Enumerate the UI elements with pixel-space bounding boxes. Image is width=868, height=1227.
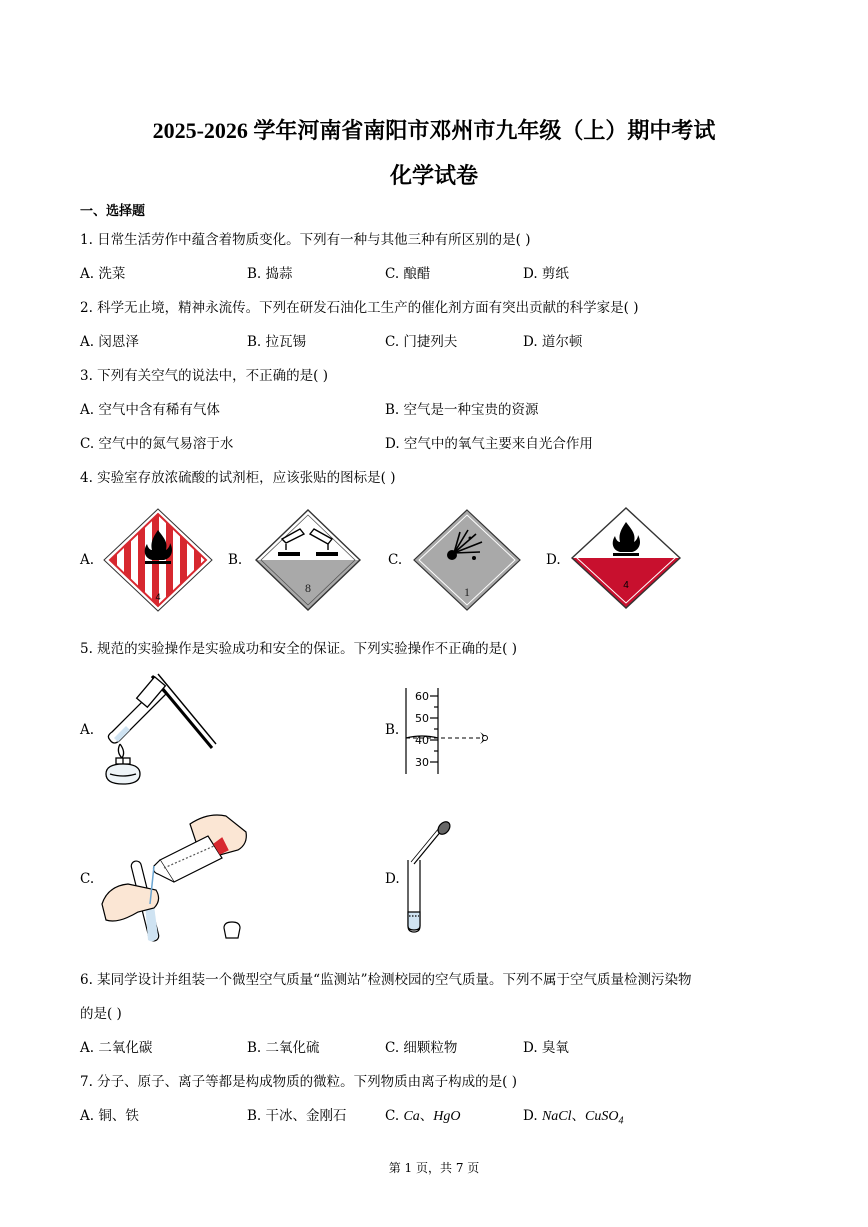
question-4-option-a: A. [80, 552, 95, 568]
question-1-stem: 1. 日常生活劳作中蕴含着物质变化。下列有一种与其他三种有所区别的是( ) [80, 232, 531, 248]
question-5-option-d: D. [385, 871, 400, 887]
question-2-option-d: D. 道尔顿 [523, 334, 583, 350]
cylinder-tick-50: 50 [415, 712, 429, 725]
heating-test-tube-figure [100, 668, 220, 792]
pouring-liquid-figure [98, 808, 254, 948]
question-4-option-b: B. [228, 552, 243, 568]
question-7-option-d: D. NaCl、CuSO$_4$ [523, 1108, 624, 1127]
dropper-test-tube-figure [400, 820, 460, 936]
sign-c-number: 1 [464, 585, 470, 599]
question-3-option-a: A. 空气中含有稀有气体 [80, 402, 220, 418]
question-5-option-b: B. [385, 722, 400, 738]
cylinder-tick-30: 30 [415, 756, 429, 769]
question-6-option-c: C. 细颗粒物 [385, 1040, 458, 1056]
page-footer: 第 1 页，共 7 页 [388, 1161, 480, 1175]
cylinder-tick-40: 40 [415, 734, 429, 747]
question-1-option-a: A. 洗菜 [80, 266, 126, 282]
formula-cuso4-subscript: 4 [618, 1115, 624, 1127]
question-1-option-c: C. 酿醋 [385, 266, 431, 282]
question-2-stem: 2. 科学无止境，精神永流传。下列在研发石油化工生产的催化剂方面有突出贡献的科学家是( ) [80, 300, 639, 316]
question-3-option-d: D. 空气中的氧气主要来自光合作用 [385, 436, 593, 452]
flammable-solid-sign-icon [102, 508, 214, 612]
question-6-option-b: B. 二氧化硫 [247, 1040, 320, 1056]
question-5-option-a: A. [80, 722, 95, 738]
question-4-stem: 4. 实验室存放浓硫酸的试剂柜，应该张贴的图标是( ) [80, 470, 396, 486]
question-1-option-b: B. 捣蒜 [247, 266, 293, 282]
question-7-option-b: B. 干冰、金刚石 [247, 1108, 347, 1124]
corrosive-sign-icon [252, 506, 364, 614]
question-6-stem-line1: 6. 某同学设计并组装一个微型空气质量“监测站”检测校园的空气质量。下列不属于空气质量检测污染物 [80, 972, 692, 988]
question-2-option-a: A. 闵恩泽 [80, 334, 139, 350]
exam-title-line2: 化学试卷 [389, 163, 478, 188]
graduated-cylinder-reading-figure [402, 686, 502, 778]
sign-b-number: 8 [305, 581, 311, 595]
question-3-option-b: B. 空气是一种宝贵的资源 [385, 402, 539, 418]
question-5-stem: 5. 规范的实验操作是实验成功和安全的保证。下列实验操作不正确的是( ) [80, 641, 517, 657]
question-6-option-d: D. 臭氧 [523, 1040, 569, 1056]
question-1-option-d: D. 剪纸 [523, 266, 569, 282]
question-5-option-c: C. [80, 871, 95, 887]
spontaneously-combustible-sign-icon [568, 504, 684, 612]
question-6-stem-line2: 的是( ) [80, 1006, 122, 1022]
exam-title-line1: 2025-2026 学年河南省南阳市邓州市九年级（上）期中考试 [152, 118, 716, 143]
sign-d-number: 4 [623, 580, 629, 591]
question-2-option-c: C. 门捷列夫 [385, 334, 458, 350]
formula-ca: Ca [403, 1109, 420, 1124]
section-heading-choice: 一、选择题 [80, 204, 146, 219]
question-3-stem: 3. 下列有关空气的说法中，不正确的是( ) [80, 368, 328, 384]
question-2-option-b: B. 拉瓦锡 [247, 334, 307, 350]
cylinder-tick-60: 60 [415, 690, 429, 703]
question-7-option-a: A. 铜、铁 [80, 1108, 139, 1124]
formula-nacl: NaCl [541, 1109, 572, 1124]
sign-a-number: 4 [155, 592, 161, 602]
question-7-stem: 7. 分子、原子、离子等都是构成物质的微粒。下列物质由离子构成的是( ) [80, 1074, 517, 1090]
question-4-option-d: D. [546, 552, 561, 568]
formula-cuso4: CuSO [585, 1109, 619, 1124]
formula-hgo: HgO [433, 1109, 461, 1124]
question-4-option-c: C. [388, 552, 403, 568]
explosive-sign-icon [412, 508, 522, 612]
question-7-option-c: C. Ca、HgO [385, 1108, 461, 1124]
question-3-option-c: C. 空气中的氮气易溶于水 [80, 436, 234, 452]
question-6-option-a: A. 二氧化碳 [80, 1040, 153, 1056]
